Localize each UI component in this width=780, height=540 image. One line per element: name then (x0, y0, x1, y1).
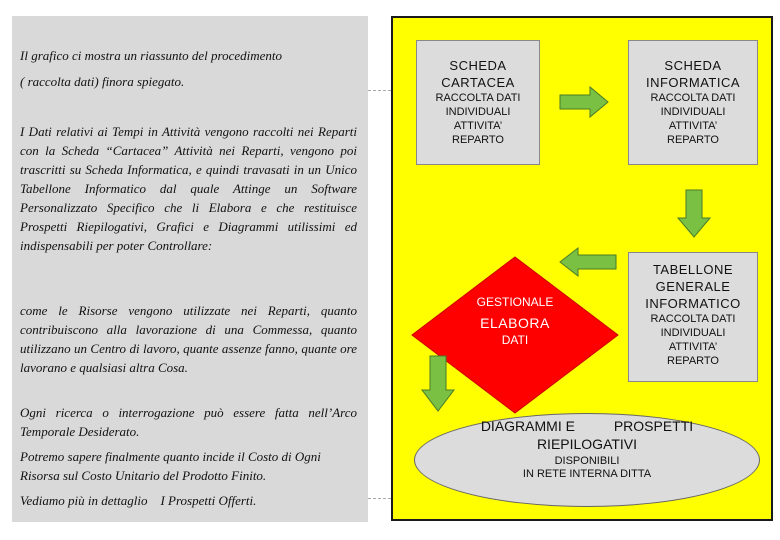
gestionale-line-1: GESTIONALE (476, 295, 554, 309)
scheda-cartacea-sub-2: INDIVIDUALI (445, 106, 511, 118)
output-ellipse (414, 413, 760, 507)
intro-line-2: ( raccolta dati) finora spiegato. (20, 74, 185, 89)
paragraph-data-flow: I Dati relativi ai Tempi in Attività vengono raccolti nei Reparti con la Scheda “Cartacea” Attività nei Reparti, vengono poi trascritti su Scheda Informatica, e quindi travasati in un Unico Tabellone Informatico dal quale Attinge un Software Personalizzato Specifico che li Elabora e che restituisce Prospetti Riepilogativi, Grafici e Diagrammi utilissimi ed indispensabili per poter Controllare: (20, 124, 357, 253)
scheda-cartacea-title-1: SCHEDA (449, 58, 507, 73)
tabellone-sub-2: INDIVIDUALI (660, 327, 726, 339)
dashed-guide (368, 498, 391, 499)
tabellone-sub-1: RACCOLTA DATI (650, 313, 736, 325)
tabellone-title-3: INFORMATICO (645, 296, 741, 311)
scheda-informatica-sub-2: INDIVIDUALI (660, 106, 726, 118)
tabellone-box (628, 252, 758, 382)
tabellone-sub-4: REPARTO (667, 355, 719, 367)
paragraph-resources: come le Risorse vengono utilizzate nei Reparti, quanto contribuiscono alla lavorazione di una Commessa, quanto utilizzano un Centro di lavoro, quante assenze fanno, quante ore lavorano e qualsiasi altra Cosa. (20, 303, 357, 375)
scheda-cartacea-title-2: CARTACEA (441, 75, 515, 90)
scheda-informatica-title-2: INFORMATICA (645, 75, 741, 90)
gestionale-line-2: ELABORA (480, 315, 550, 331)
scheda-cartacea-sub-4: REPARTO (452, 134, 504, 146)
arrow-down-icon (421, 356, 455, 412)
gestionale-line-3: DATI (501, 333, 529, 347)
scheda-cartacea-sub-3: ATTIVITA’ (453, 120, 503, 132)
scheda-informatica-title-1: SCHEDA (664, 58, 722, 73)
scheda-cartacea-sub-1: RACCOLTA DATI (435, 92, 521, 104)
intro-line-1: Il grafico ci mostra un riassunto del procedimento (20, 48, 283, 63)
arrow-down-icon (677, 190, 711, 238)
tabellone-title-1: TABELLONE (652, 262, 734, 277)
output-line-1: DIAGRAMMI E PROSPETTI (480, 418, 694, 434)
paragraph-time-range: Ogni ricerca o interrogazione può essere fatta nell’Arco Temporale Desiderato. (20, 405, 357, 439)
arrow-left-icon (559, 247, 617, 277)
output-line-2: RIEPILOGATIVI (536, 436, 638, 452)
tabellone-sub-3: ATTIVITA’ (668, 341, 718, 353)
output-line-3: DISPONIBILI (554, 455, 620, 467)
scheda-informatica-box (628, 40, 758, 165)
scheda-informatica-sub-1: RACCOLTA DATI (650, 92, 736, 104)
scheda-informatica-sub-4: REPARTO (667, 134, 719, 146)
output-line-4: IN RETE INTERNA DITTA (522, 468, 652, 480)
paragraph-details: Vediamo più in dettaglio I Prospetti Offerti. (20, 493, 257, 508)
arrow-right-icon (560, 86, 610, 118)
dashed-guide (368, 90, 391, 91)
scheda-informatica-sub-3: ATTIVITA’ (668, 120, 718, 132)
scheda-cartacea-box (416, 40, 540, 165)
paragraph-cost: Potremo sapere finalmente quanto incide il Costo di Ogni Risorsa sul Costo Unitario del Prodotto Finito. (20, 449, 321, 483)
tabellone-title-2: GENERALE (655, 279, 731, 294)
